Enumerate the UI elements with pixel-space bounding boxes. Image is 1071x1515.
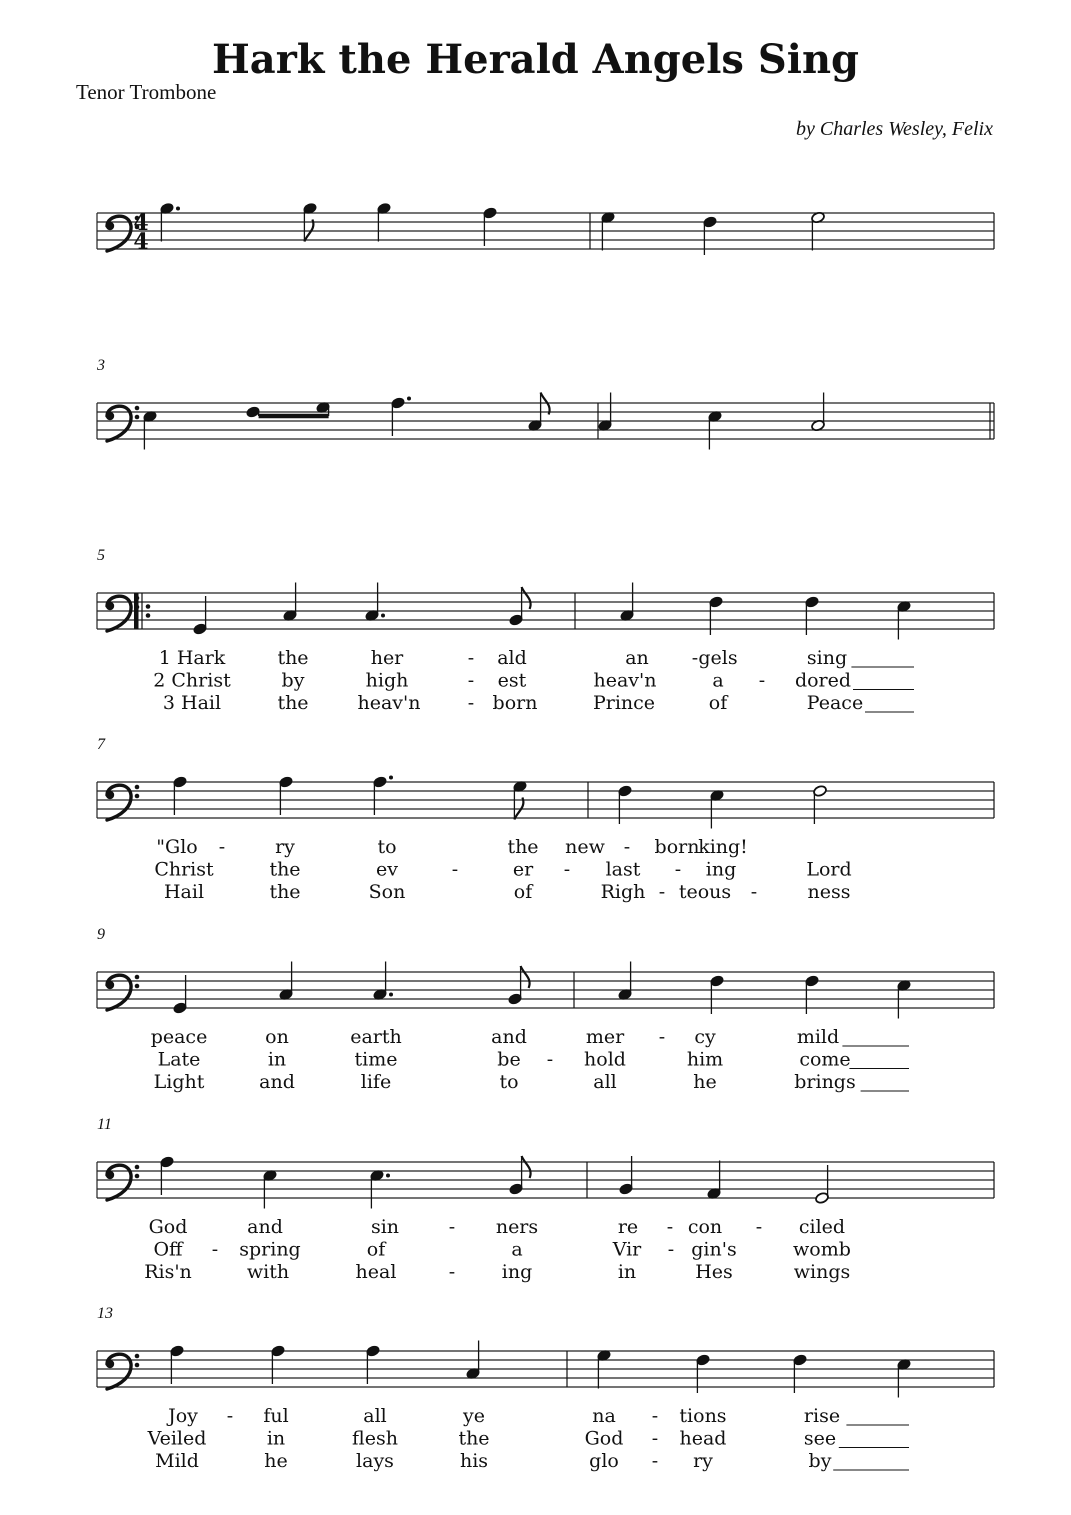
lyric-syllable: 1 Hark [158, 647, 226, 669]
lyric-syllable: Christ [154, 858, 214, 881]
lyric-syllable: he [264, 1450, 288, 1472]
clef-dot [135, 975, 140, 980]
lyric-syllable: Hes [695, 1261, 733, 1283]
augmentation-dot [407, 397, 411, 401]
lyric-syllable: - [667, 1238, 675, 1261]
bass-clef-icon [106, 975, 140, 1010]
clef-head [106, 1360, 114, 1368]
repeat-dot [146, 613, 151, 618]
lyric-syllable: God [584, 1427, 624, 1450]
clef-head [106, 1171, 114, 1179]
repeat-thick-bar [134, 593, 139, 629]
lyric-syllable: heav'n [593, 669, 657, 692]
lyric-syllable: all [363, 1405, 387, 1427]
lyric-syllable: wings [793, 1261, 851, 1283]
lyric-syllable: spring [239, 1238, 301, 1261]
lyric-syllable: - [218, 836, 226, 858]
lyric-syllable: na [592, 1405, 616, 1427]
clef-dot [135, 1354, 140, 1359]
lyric-syllable: brings [794, 1071, 856, 1093]
clef-dot [135, 984, 140, 989]
lyric-syllable: of [708, 692, 728, 714]
lyric-syllable: tions [679, 1405, 727, 1427]
lyric-syllable: ful [263, 1405, 289, 1427]
lyric-syllable: see [803, 1427, 837, 1450]
clef-head [106, 222, 114, 230]
lyric-syllable: Off [153, 1238, 183, 1261]
bass-clef-icon [106, 1354, 140, 1389]
lyric-syllable: by [281, 669, 305, 692]
note-flag [522, 1156, 531, 1178]
lyric-syllable: - [211, 1238, 219, 1261]
lyric-syllable: Joy [168, 1405, 198, 1427]
augmentation-dot [386, 1174, 390, 1178]
lyric-syllable: his [459, 1450, 489, 1472]
clef-head [106, 602, 114, 610]
lyric-syllable: all [593, 1071, 617, 1093]
lyric-syllable: Mild [155, 1450, 199, 1472]
instrument-name: Tenor Trombone [76, 80, 217, 104]
score-title: Hark the Herald Angels Sing [212, 36, 859, 83]
lyric-syllable: on [265, 1026, 289, 1048]
lyric-syllable: an [625, 647, 649, 669]
lyric-syllable: ry [693, 1450, 713, 1472]
lyric-syllable: - [467, 692, 475, 714]
augmentation-dot [176, 207, 180, 211]
lyric-syllable: him [686, 1048, 724, 1071]
lyric-syllable: - [758, 669, 766, 692]
lyric-syllable: teous [678, 881, 732, 903]
lyric-syllable: sing [806, 647, 848, 669]
lyric-syllable: last [605, 858, 641, 881]
measure-number: 7 [97, 736, 105, 753]
repeat-dot [146, 604, 151, 609]
lyric-syllable: life [360, 1071, 392, 1093]
lyric-syllable: - [467, 669, 475, 692]
staff-system [97, 1116, 994, 1283]
lyric-syllable: - [451, 858, 459, 881]
lyric-syllable: ev [376, 858, 398, 881]
augmentation-dot [389, 993, 393, 997]
lyric-syllable: be [497, 1048, 521, 1071]
lyric-syllable: the [269, 858, 301, 881]
lyric-syllable: Peace [806, 692, 864, 714]
lyric-syllable: time [354, 1048, 398, 1071]
clef-dot [135, 1174, 140, 1179]
lyric-syllable: high [365, 669, 409, 692]
staff-system [97, 547, 994, 714]
lyric-syllable: - [448, 1216, 456, 1238]
augmentation-dot [381, 614, 385, 618]
clef-dot [135, 794, 140, 799]
lyric-syllable: - [691, 647, 699, 669]
clef-head [106, 981, 114, 989]
clef-dot [135, 1363, 140, 1368]
lyric-syllable: the [277, 647, 309, 669]
lyric-syllable: by [808, 1450, 832, 1472]
lyric-syllable: - [623, 836, 631, 858]
lyric-syllable: to [499, 1071, 519, 1093]
lyric-syllable: con [687, 1216, 723, 1238]
lyric-syllable: - [666, 1216, 674, 1238]
clef-head [106, 791, 114, 799]
augmentation-dot [389, 776, 393, 780]
lyric-syllable: Righ [600, 881, 646, 903]
lyric-syllable: er [512, 858, 534, 881]
lyric-syllable: glo [589, 1450, 619, 1472]
lyric-syllable: head [679, 1427, 727, 1450]
measure-number: 3 [97, 357, 105, 374]
lyric-syllable: ness [807, 881, 851, 903]
lyric-syllable: - [674, 858, 682, 881]
lyric-syllable: heav'n [357, 692, 421, 714]
clef-dot [135, 785, 140, 790]
lyric-syllable: gin's [691, 1238, 737, 1261]
lyric-syllable: ciled [798, 1216, 846, 1238]
lyric-syllable: in [617, 1261, 637, 1283]
staff-system [97, 736, 994, 903]
lyric-syllable: the [277, 692, 309, 714]
lyric-syllable: womb [793, 1238, 851, 1261]
lyric-syllable: ald [497, 647, 527, 669]
lyric-syllable: her [370, 647, 404, 669]
lyric-syllable: heal [355, 1261, 397, 1283]
note [246, 406, 261, 419]
lyric-syllable: new [565, 836, 605, 858]
time-signature-bottom: 4 [133, 229, 149, 255]
lyric-syllable: with [246, 1261, 290, 1283]
clef-dot [135, 406, 140, 411]
lyric-syllable: - [658, 1026, 666, 1048]
lyric-syllable: Lord [806, 858, 852, 881]
lyric-syllable: gels [698, 647, 738, 669]
lyric-syllable: - [755, 1216, 763, 1238]
lyric-syllable: - [546, 1048, 554, 1071]
lyric-syllable: re [617, 1216, 639, 1238]
lyric-syllable: - [651, 1405, 659, 1427]
lyric-syllable: - [658, 881, 666, 903]
time-signature-top: 4 [133, 210, 149, 236]
lyric-syllable: to [377, 836, 397, 858]
lyric-syllable: the [507, 836, 539, 858]
lyric-syllable: God [148, 1216, 188, 1238]
lyric-syllable: born [492, 692, 538, 714]
lyric-syllable: - [448, 1261, 456, 1283]
lyric-syllable: come [799, 1048, 851, 1071]
lyric-syllable: dored [794, 669, 852, 692]
lyric-syllable: cy [694, 1026, 716, 1048]
measure-number: 13 [97, 1305, 113, 1322]
lyric-syllable: in [266, 1427, 286, 1450]
lyric-syllable: Son [368, 881, 406, 903]
lyric-syllable: 2 Christ [153, 669, 231, 692]
lyric-syllable: - [226, 1405, 234, 1427]
lyric-syllable: Light [153, 1071, 205, 1093]
lyric-syllable: hold [584, 1048, 626, 1071]
lyric-syllable: of [366, 1238, 386, 1261]
lyric-syllable: mer [585, 1026, 625, 1048]
lyric-syllable: a [511, 1238, 523, 1261]
note-flag [521, 966, 530, 988]
lyric-syllable: "Glo [156, 836, 198, 858]
clef-head [106, 412, 114, 420]
bass-clef-icon [106, 406, 140, 441]
clef-dot [135, 415, 140, 420]
measure-number: 9 [97, 926, 105, 943]
lyric-syllable: of [513, 881, 533, 903]
staff-system [97, 202, 994, 255]
lyric-syllable: Late [157, 1048, 201, 1071]
lyric-syllable: ners [495, 1216, 539, 1238]
lyric-syllable: lays [356, 1450, 394, 1472]
lyric-syllable: Hail [163, 881, 205, 903]
composer-credit: by Charles Wesley, Felix [796, 118, 993, 140]
clef-dot [135, 1165, 140, 1170]
staff-system [97, 926, 994, 1093]
lyric-syllable: - [651, 1427, 659, 1450]
lyric-syllable: - [750, 881, 758, 903]
lyric-syllable: - [563, 858, 571, 881]
lyric-syllable: and [247, 1216, 283, 1238]
lyric-syllable: a [712, 669, 724, 692]
lyric-syllable: - [651, 1450, 659, 1472]
staff-system [97, 1305, 994, 1472]
note-flag [522, 587, 531, 609]
lyric-syllable: ing [501, 1261, 533, 1283]
lyric-syllable: ye [463, 1405, 485, 1427]
lyric-syllable: - [467, 647, 475, 669]
lyric-syllable: sin [370, 1216, 400, 1238]
bass-clef-icon [106, 1165, 140, 1200]
measure-number: 5 [97, 547, 105, 564]
lyric-syllable: est [497, 669, 527, 692]
lyric-syllable: and [259, 1071, 295, 1093]
bass-clef-icon [106, 785, 140, 820]
lyric-syllable: he [693, 1071, 717, 1093]
lyric-syllable: and [491, 1026, 527, 1048]
lyric-syllable: mild [796, 1026, 840, 1048]
staff-system [96, 357, 994, 450]
lyric-syllable: 3 Hail [162, 692, 222, 714]
lyric-syllable: Prince [592, 692, 656, 714]
lyric-syllable: Veiled [147, 1427, 207, 1450]
lyric-syllable: ing [705, 858, 737, 881]
lyric-syllable: earth [350, 1026, 402, 1048]
lyric-syllable: flesh [352, 1427, 398, 1450]
lyric-syllable: Vir [612, 1238, 642, 1261]
lyric-syllable: Ris'n [144, 1261, 192, 1283]
measure-number: 11 [97, 1116, 112, 1133]
lyric-syllable: peace [150, 1026, 208, 1048]
lyric-syllable: king! [698, 836, 748, 858]
lyric-syllable: the [458, 1427, 490, 1450]
lyric-syllable: rise [803, 1405, 841, 1427]
lyric-syllable: born [654, 836, 700, 858]
lyric-syllable: in [267, 1048, 287, 1071]
lyric-syllable: the [269, 881, 301, 903]
lyric-syllable: ry [275, 836, 295, 858]
